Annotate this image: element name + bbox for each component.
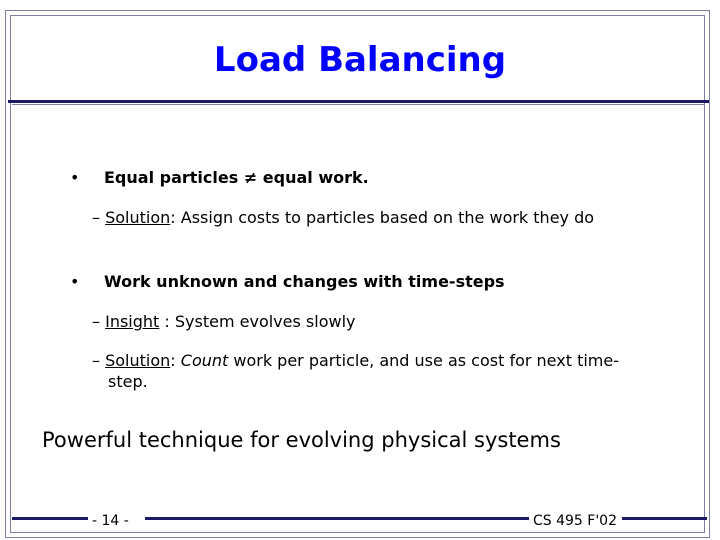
sub-italic-count: Count <box>180 351 229 370</box>
footer-rule-middle <box>145 517 529 520</box>
sub-label-solution: Solution <box>105 351 171 370</box>
footer-rule-left <box>12 517 88 520</box>
sub-dash: – <box>92 208 106 227</box>
conclusion-text: Powerful technique for evolving physical systems <box>42 428 561 452</box>
sub-item-solution-2 <box>92 351 619 370</box>
title-divider <box>8 100 709 103</box>
bullet-1-part-a: Equal particles <box>104 168 244 187</box>
slide-title: Load Balancing <box>213 40 507 80</box>
bullet-marker-1: • <box>70 168 80 187</box>
sub-label-solution: Solution <box>105 208 171 227</box>
sub-item-solution-2-continuation: step. <box>108 372 148 391</box>
sub-dash: – <box>92 312 106 331</box>
bullet-text-1 <box>104 168 369 187</box>
bullet-1-part-b: equal work. <box>257 168 369 187</box>
not-equal-symbol: ≠ <box>243 168 258 187</box>
title-divider-thin <box>12 104 705 105</box>
course-label: CS 495 F'02 <box>533 513 617 529</box>
page-number: - 14 - <box>92 513 129 529</box>
footer-rule-right <box>622 517 707 520</box>
sub-text: work per particle, and use as cost for next time- <box>228 351 619 370</box>
sub-item-insight <box>92 312 355 331</box>
sub-label-insight: Insight <box>105 312 160 331</box>
sub-dash: – <box>92 351 106 370</box>
sub-colon: : <box>170 351 181 370</box>
bullet-marker-2: • <box>70 272 80 291</box>
sub-text: : Assign costs to particles based on the work they do <box>170 208 595 227</box>
bullet-text-2: Work unknown and changes with time-steps <box>104 272 505 291</box>
sub-text: : System evolves slowly <box>159 312 356 331</box>
sub-item-solution-1 <box>92 208 594 227</box>
